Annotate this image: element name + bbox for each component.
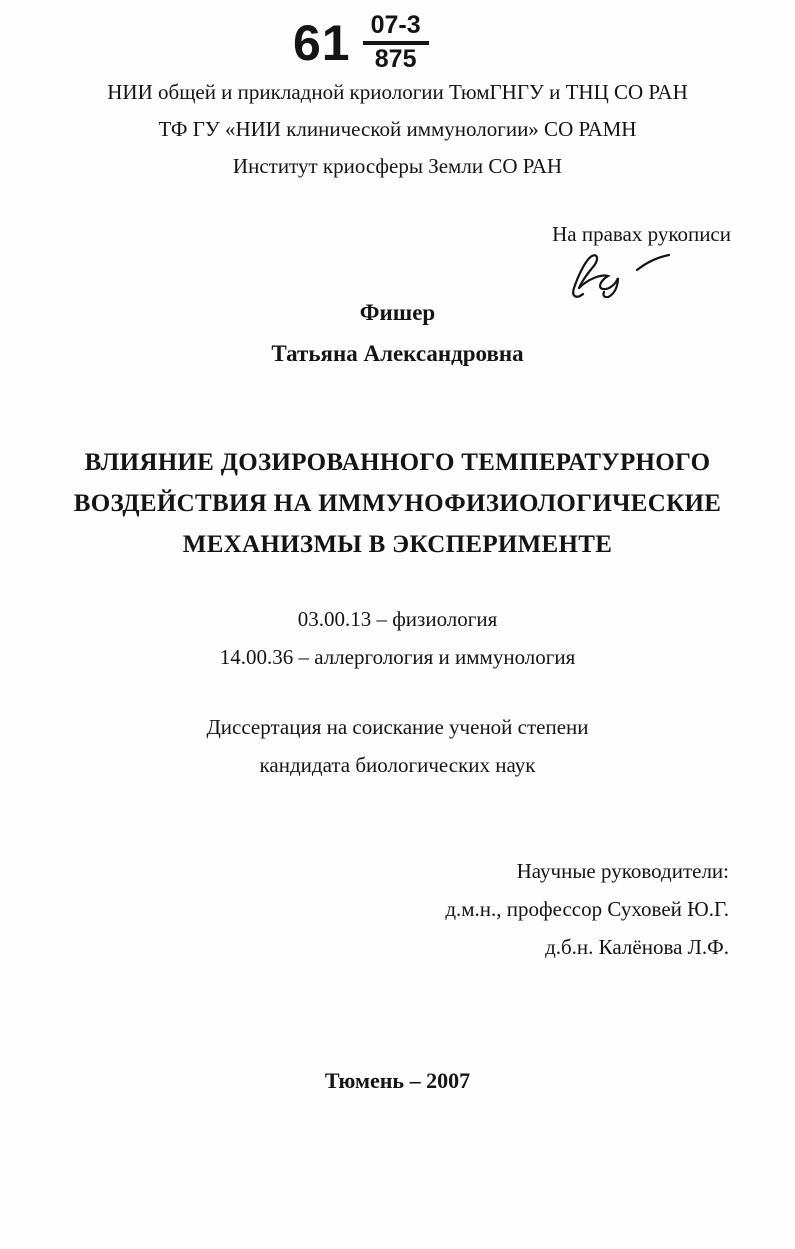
specialty-line-2: 14.00.36 – аллергология и иммунология: [219, 645, 576, 669]
author-first-middle-name: Татьяна Александровна: [271, 341, 524, 366]
author-block: [0, 292, 795, 374]
manuscript-note-block: [552, 222, 731, 303]
author-last-name: Фишер: [359, 300, 436, 325]
institutions-block: [0, 74, 795, 185]
call-number-fraction: [363, 12, 429, 73]
supervisors-heading: Научные руководители:: [516, 859, 729, 883]
institution-line-2: ТФ ГУ «НИИ клинической иммунологии» СО РАМН: [158, 117, 637, 141]
city-year: Тюмень – 2007: [324, 1068, 471, 1093]
specialties-block: [0, 600, 795, 676]
supervisor-line-2: д.б.н. Калёнова Л.Ф.: [545, 935, 729, 959]
institution-line-3: Институт криосферы Земли СО РАН: [232, 154, 563, 178]
handwritten-signature-icon: [555, 250, 705, 298]
dissertation-title: [0, 442, 795, 565]
degree-line-2: кандидата биологических наук: [259, 753, 536, 777]
call-number-prefix: 61: [293, 14, 351, 71]
title-line-1: ВЛИЯНИЕ ДОЗИРОВАННОГО ТЕМПЕРАТУРНОГО: [84, 449, 711, 476]
institution-line-1: НИИ общей и прикладной криологии ТюмГНГУ и ТНЦ СО РАН: [107, 80, 688, 104]
call-number-stamp: [293, 12, 429, 73]
degree-line-1: Диссертация на соискание ученой степени: [206, 715, 589, 739]
supervisor-line-1: д.м.н., профессор Суховей Ю.Г.: [445, 897, 729, 921]
title-line-3: МЕХАНИЗМЫ В ЭКСПЕРИМЕНТЕ: [182, 531, 613, 558]
title-line-2: ВОЗДЕЙСТВИЯ НА ИММУНОФИЗИОЛОГИЧЕСКИЕ: [73, 490, 722, 517]
supervisors-block: [445, 852, 729, 966]
degree-block: [0, 708, 795, 784]
call-number-numerator: 07-3: [363, 12, 429, 45]
specialty-line-1: 03.00.13 – физиология: [297, 607, 498, 631]
call-number-denominator: 875: [374, 44, 417, 73]
manuscript-note-text: На правах рукописи: [552, 222, 731, 246]
